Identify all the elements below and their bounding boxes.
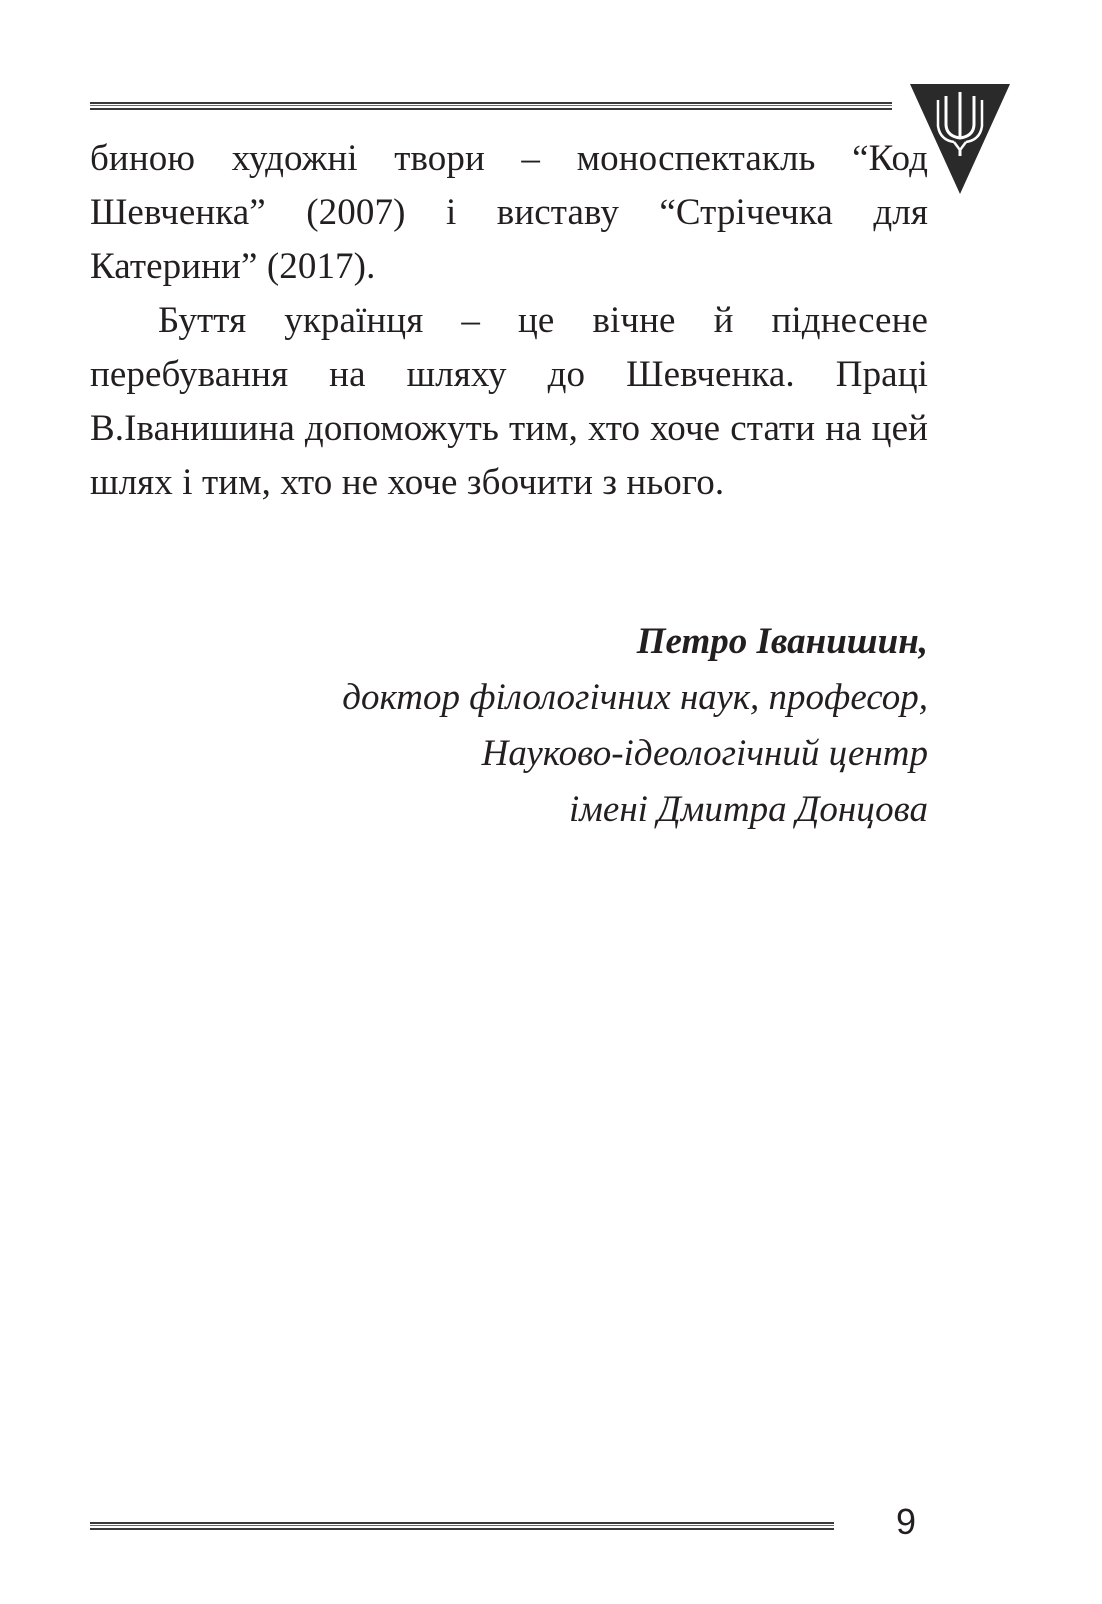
paragraph-continued: биною художні твори – моноспектакль “Код Шевченка” (2007) і виставу “Стрічечка для Катерини” (2017). bbox=[90, 138, 928, 287]
footer-rule bbox=[90, 1522, 834, 1530]
header-rule bbox=[90, 102, 892, 110]
page-number: 9 bbox=[896, 1501, 917, 1542]
author-title: доктор філологічних наук, професор, bbox=[342, 677, 928, 718]
author-organization-line-1: Науково-ідеологічний центр bbox=[481, 733, 928, 774]
author-name: Петро Іванишин, bbox=[636, 621, 928, 662]
author-organization-line-2: імені Дмитра Донцова bbox=[569, 789, 928, 830]
paragraph: Буття українця – це вічне й піднесене перебування на шляху до Шевченка. Праці В.Іванишина допоможуть тим, хто хоче стати на цей шлях і тим, хто не хоче збочити з нього. bbox=[90, 300, 928, 503]
